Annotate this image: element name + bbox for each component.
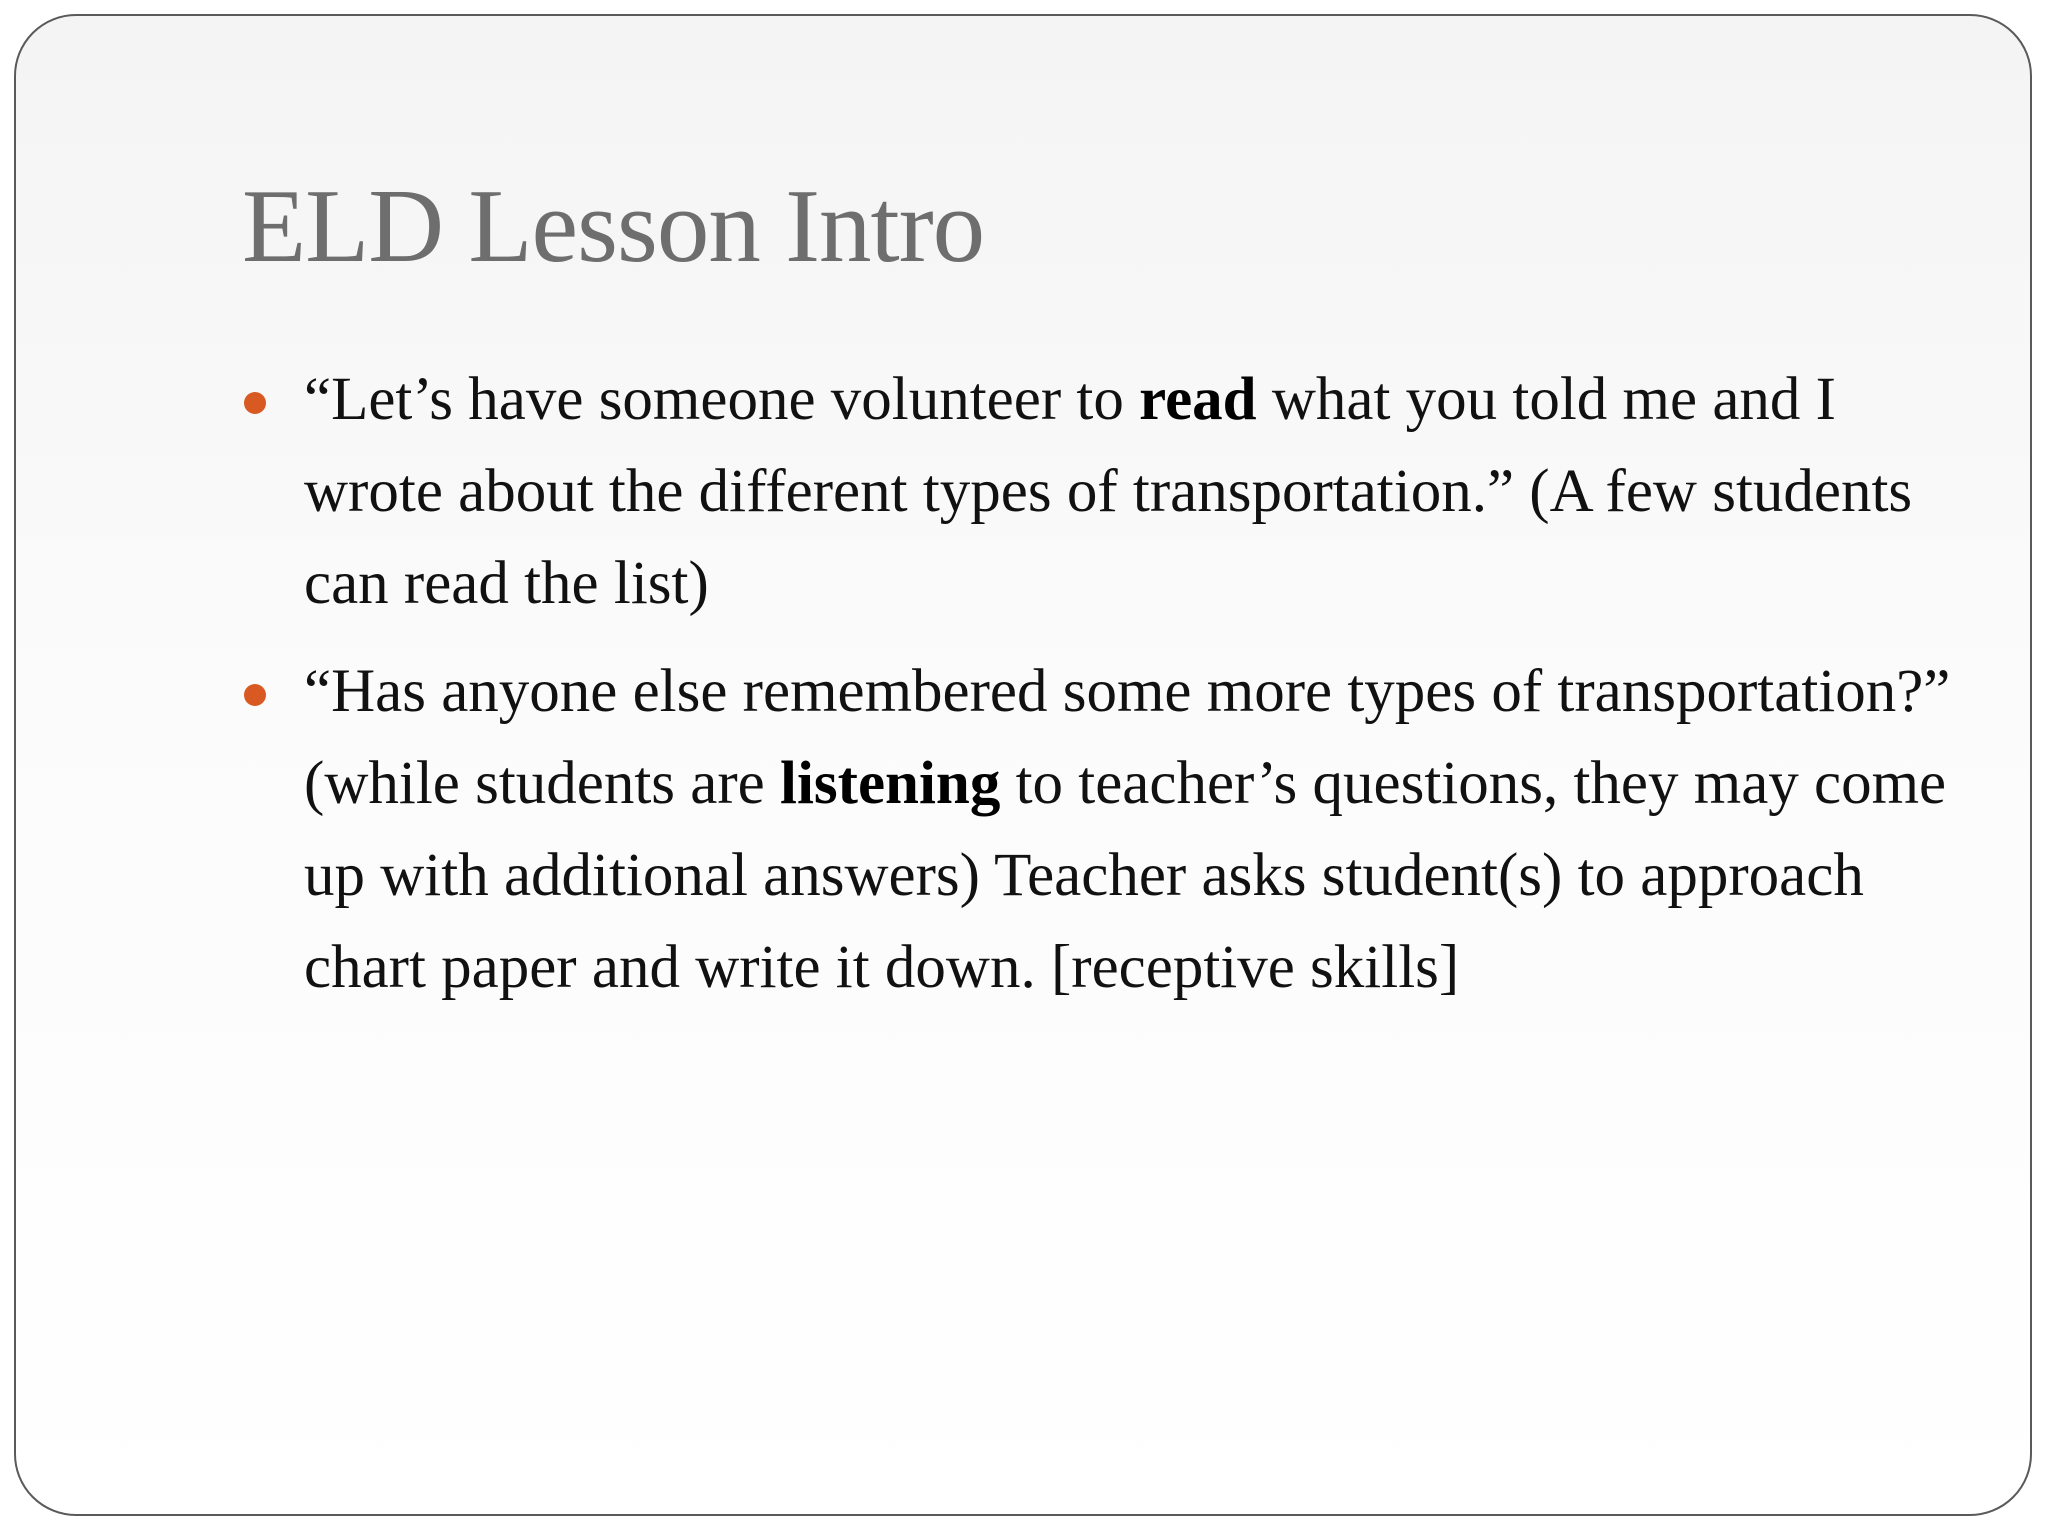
bullet-dot-icon <box>244 392 266 414</box>
bullet-text-after: what you told me and I wrote about the different types of transportation.” (A few students can read the list) <box>304 366 1913 617</box>
bullet-item-read <box>244 354 1964 630</box>
bullet-list <box>244 354 1964 1030</box>
bullet-dot-icon <box>244 684 266 706</box>
bullet-emphasis-read: read <box>1139 366 1257 433</box>
bullet-text-before: “Let’s have someone volunteer to <box>304 366 1140 433</box>
slide-frame <box>14 14 2032 1516</box>
bullet-item-listening <box>244 646 1964 1014</box>
slide-title: ELD Lesson Intro <box>242 167 985 284</box>
bullet-emphasis-listening: listening <box>780 750 1001 817</box>
bullet-text-after: to teacher’s questions, they may come up with additional answers) Teacher asks student(s) to approach chart paper and write it down. [receptive skills] <box>304 750 1947 1001</box>
bullet-text-before: “Has anyone else remembered some more types of transportation?” (while students are <box>304 658 1951 817</box>
